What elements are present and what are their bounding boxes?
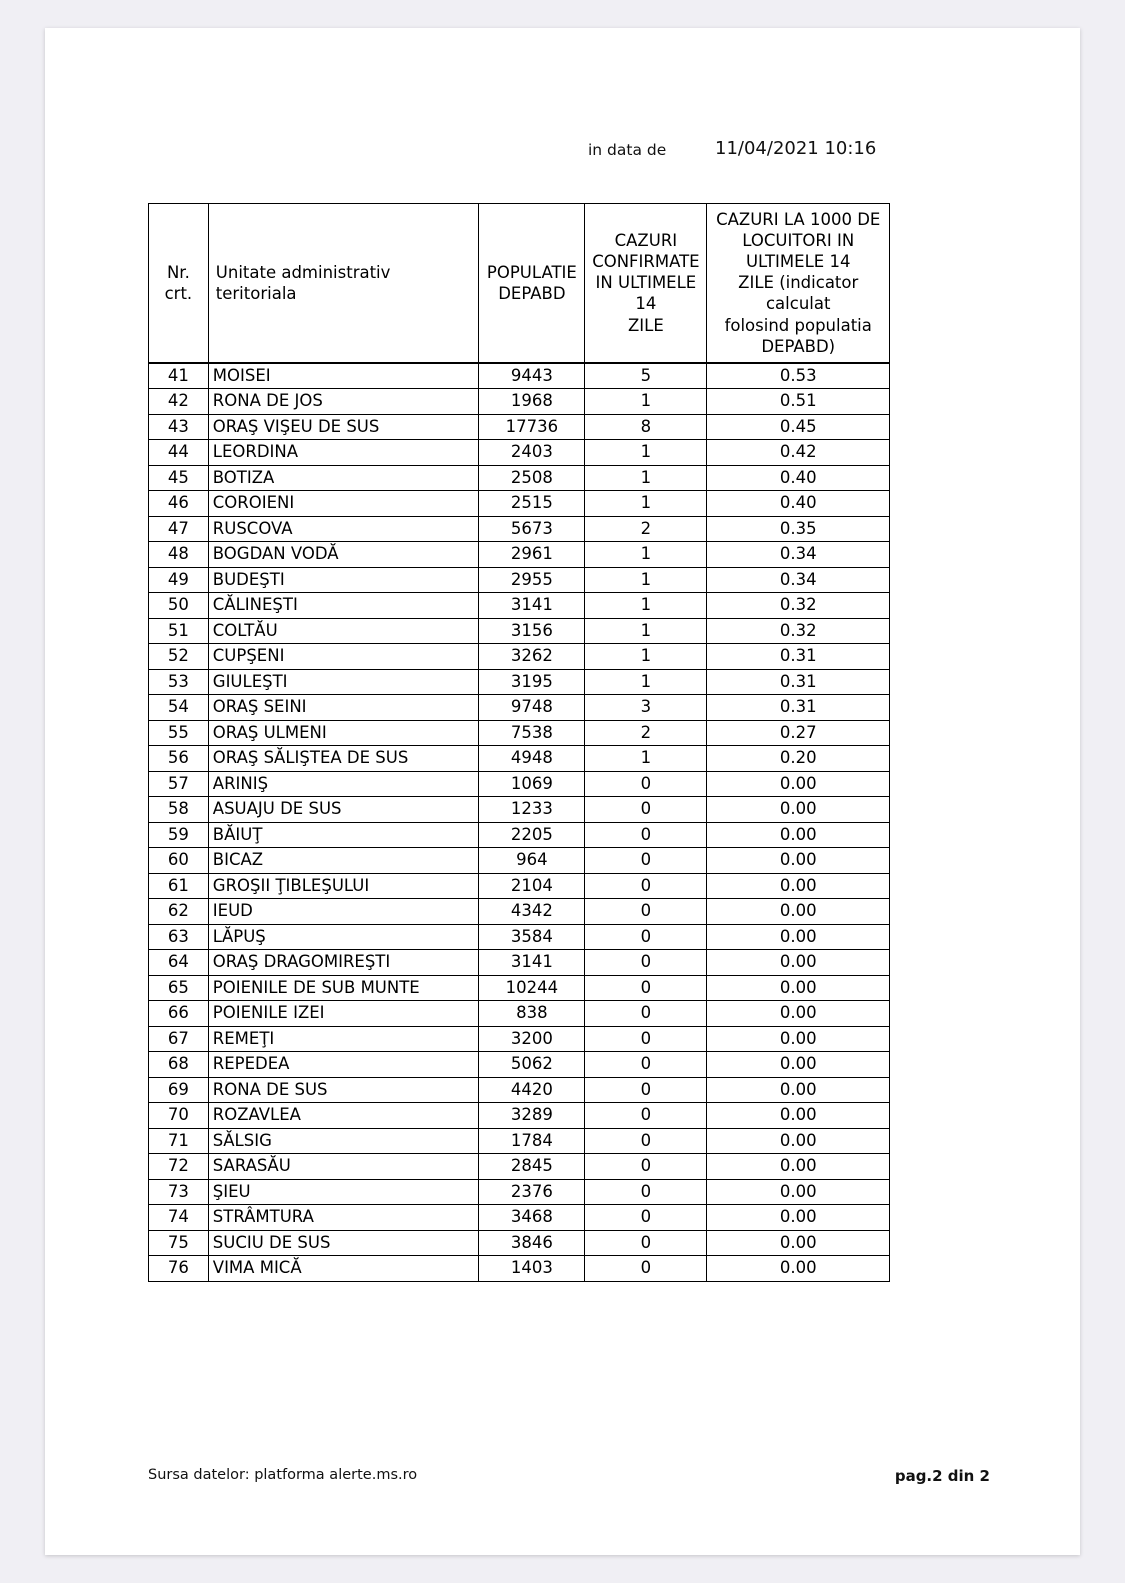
cell-uat: BOTIZA	[208, 465, 479, 491]
cell-population: 5062	[479, 1052, 585, 1078]
report-date-label: in data de	[588, 141, 667, 159]
cell-rate: 0.00	[707, 1026, 890, 1052]
table-row	[149, 1128, 890, 1154]
cell-cases: 2	[585, 516, 707, 542]
cell-uat: SĂLSIG	[208, 1128, 479, 1154]
table-row	[149, 1026, 890, 1052]
cell-population: 3156	[479, 618, 585, 644]
table-row	[149, 1103, 890, 1129]
cell-nr: 54	[149, 695, 209, 721]
cell-uat: ORAŞ ULMENI	[208, 720, 479, 746]
cell-population: 3141	[479, 950, 585, 976]
cell-population: 2508	[479, 465, 585, 491]
table-row	[149, 389, 890, 415]
cell-nr: 62	[149, 899, 209, 925]
cell-population: 3584	[479, 924, 585, 950]
cell-population: 1069	[479, 771, 585, 797]
table-row	[149, 848, 890, 874]
cell-cases: 0	[585, 797, 707, 823]
table-header	[149, 204, 890, 363]
column-header-cases-line3: IN ULTIMELE 14	[595, 273, 697, 314]
cell-cases: 1	[585, 440, 707, 466]
cell-rate: 0.40	[707, 491, 890, 517]
cell-rate: 0.31	[707, 644, 890, 670]
cell-cases: 0	[585, 1052, 707, 1078]
table-row	[149, 899, 890, 925]
cell-uat: ASUAJU DE SUS	[208, 797, 479, 823]
table-row	[149, 567, 890, 593]
cell-cases: 0	[585, 771, 707, 797]
table-row	[149, 363, 890, 389]
cell-nr: 44	[149, 440, 209, 466]
cell-rate: 0.00	[707, 975, 890, 1001]
cell-rate: 0.00	[707, 1103, 890, 1129]
cell-rate: 0.00	[707, 1205, 890, 1231]
cell-population: 1784	[479, 1128, 585, 1154]
cell-rate: 0.00	[707, 873, 890, 899]
cell-cases: 0	[585, 975, 707, 1001]
cell-nr: 56	[149, 746, 209, 772]
cell-rate: 0.00	[707, 950, 890, 976]
table-row	[149, 465, 890, 491]
column-header-uat: Unitate administrativ teritoriala	[208, 204, 479, 363]
cell-population: 1968	[479, 389, 585, 415]
cell-nr: 41	[149, 363, 209, 389]
cell-nr: 58	[149, 797, 209, 823]
cell-rate: 0.34	[707, 567, 890, 593]
cell-rate: 0.00	[707, 1154, 890, 1180]
cell-nr: 67	[149, 1026, 209, 1052]
cell-population: 2961	[479, 542, 585, 568]
cell-rate: 0.42	[707, 440, 890, 466]
cell-cases: 0	[585, 1103, 707, 1129]
cell-rate: 0.00	[707, 1256, 890, 1282]
table-row	[149, 746, 890, 772]
cell-cases: 0	[585, 822, 707, 848]
table-row	[149, 1256, 890, 1282]
cell-rate: 0.35	[707, 516, 890, 542]
cell-cases: 0	[585, 1205, 707, 1231]
cell-population: 3200	[479, 1026, 585, 1052]
cell-cases: 1	[585, 618, 707, 644]
cell-cases: 0	[585, 1001, 707, 1027]
cell-uat: SARASĂU	[208, 1154, 479, 1180]
cell-uat: POIENILE DE SUB MUNTE	[208, 975, 479, 1001]
cell-rate: 0.00	[707, 822, 890, 848]
cell-nr: 59	[149, 822, 209, 848]
cell-rate: 0.20	[707, 746, 890, 772]
column-header-rate-line3: ZILE (indicator calculat	[738, 273, 859, 314]
cell-population: 1233	[479, 797, 585, 823]
cell-rate: 0.00	[707, 771, 890, 797]
source-note: Sursa datelor: platforma alerte.ms.ro	[148, 1467, 418, 1483]
cell-uat: VIMA MICĂ	[208, 1256, 479, 1282]
cell-uat: ROZAVLEA	[208, 1103, 479, 1129]
table-row	[149, 644, 890, 670]
table-row	[149, 1052, 890, 1078]
cell-cases: 5	[585, 363, 707, 389]
cell-population: 4420	[479, 1077, 585, 1103]
cell-uat: CUPŞENI	[208, 644, 479, 670]
cell-nr: 45	[149, 465, 209, 491]
cell-uat: STRÂMTURA	[208, 1205, 479, 1231]
column-header-nr	[149, 204, 209, 363]
cell-uat: BOGDAN VODĂ	[208, 542, 479, 568]
cell-uat: ORAŞ DRAGOMIREŞTI	[208, 950, 479, 976]
cell-cases: 0	[585, 873, 707, 899]
cell-nr: 53	[149, 669, 209, 695]
table-row	[149, 1077, 890, 1103]
cell-rate: 0.00	[707, 1128, 890, 1154]
cell-cases: 3	[585, 695, 707, 721]
cell-cases: 0	[585, 848, 707, 874]
cell-population: 10244	[479, 975, 585, 1001]
cell-nr: 42	[149, 389, 209, 415]
cell-population: 3141	[479, 593, 585, 619]
cell-nr: 64	[149, 950, 209, 976]
table-row	[149, 593, 890, 619]
cell-uat: LĂPUŞ	[208, 924, 479, 950]
cell-rate: 0.00	[707, 1230, 890, 1256]
cell-uat: BICAZ	[208, 848, 479, 874]
cell-rate: 0.27	[707, 720, 890, 746]
cell-rate: 0.32	[707, 593, 890, 619]
cell-rate: 0.00	[707, 797, 890, 823]
cell-population: 2515	[479, 491, 585, 517]
table-row	[149, 771, 890, 797]
cell-rate: 0.34	[707, 542, 890, 568]
cell-cases: 1	[585, 491, 707, 517]
column-header-population-line1: POPULATIE	[486, 262, 577, 282]
cell-rate: 0.53	[707, 363, 890, 389]
cell-cases: 1	[585, 567, 707, 593]
cell-uat: REPEDEA	[208, 1052, 479, 1078]
cell-nr: 71	[149, 1128, 209, 1154]
cell-uat: ARINIŞ	[208, 771, 479, 797]
cell-uat: GROŞII ŢIBLEŞULUI	[208, 873, 479, 899]
cell-nr: 75	[149, 1230, 209, 1256]
cell-population: 2205	[479, 822, 585, 848]
cell-uat: COLTĂU	[208, 618, 479, 644]
cell-uat: ŞIEU	[208, 1179, 479, 1205]
cell-cases: 0	[585, 1256, 707, 1282]
column-header-population	[479, 204, 585, 363]
cell-rate: 0.00	[707, 1052, 890, 1078]
cases-table	[148, 203, 890, 1282]
cell-population: 3195	[479, 669, 585, 695]
cell-uat: CĂLINEŞTI	[208, 593, 479, 619]
document-page	[45, 28, 1080, 1555]
cell-population: 838	[479, 1001, 585, 1027]
cell-nr: 48	[149, 542, 209, 568]
cell-cases: 0	[585, 1077, 707, 1103]
cell-rate: 0.00	[707, 899, 890, 925]
cell-population: 2376	[479, 1179, 585, 1205]
cell-uat: BĂIUŢ	[208, 822, 479, 848]
table-row	[149, 1205, 890, 1231]
cell-nr: 73	[149, 1179, 209, 1205]
cell-uat: REMEŢI	[208, 1026, 479, 1052]
cell-uat: LEORDINA	[208, 440, 479, 466]
cell-population: 3289	[479, 1103, 585, 1129]
cell-rate: 0.31	[707, 695, 890, 721]
cell-uat: BUDEŞTI	[208, 567, 479, 593]
cell-cases: 0	[585, 1179, 707, 1205]
table-row	[149, 542, 890, 568]
cell-cases: 1	[585, 389, 707, 415]
cell-uat: IEUD	[208, 899, 479, 925]
cell-nr: 46	[149, 491, 209, 517]
cell-rate: 0.51	[707, 389, 890, 415]
cell-cases: 2	[585, 720, 707, 746]
cell-rate: 0.40	[707, 465, 890, 491]
cell-nr: 76	[149, 1256, 209, 1282]
cell-cases: 0	[585, 924, 707, 950]
cell-nr: 47	[149, 516, 209, 542]
column-header-nr-line1: Nr.	[166, 262, 190, 282]
column-header-rate-line1: CAZURI LA 1000 DE	[716, 210, 881, 229]
table-header-row	[149, 204, 890, 363]
cell-population: 9748	[479, 695, 585, 721]
cell-cases: 0	[585, 1154, 707, 1180]
cell-rate: 0.31	[707, 669, 890, 695]
table-row	[149, 440, 890, 466]
column-header-cases-line4: ZILE	[628, 315, 664, 335]
column-header-cases-line1: CAZURI	[614, 231, 678, 251]
table-row	[149, 924, 890, 950]
table-row	[149, 1154, 890, 1180]
cell-cases: 0	[585, 1230, 707, 1256]
table-row	[149, 873, 890, 899]
cell-nr: 70	[149, 1103, 209, 1129]
report-datetime: 11/04/2021 10:16	[715, 138, 877, 159]
cell-rate: 0.00	[707, 924, 890, 950]
cell-nr: 74	[149, 1205, 209, 1231]
table-row	[149, 1001, 890, 1027]
cell-uat: RONA DE JOS	[208, 389, 479, 415]
cell-cases: 1	[585, 465, 707, 491]
cell-nr: 65	[149, 975, 209, 1001]
cell-uat: MOISEI	[208, 363, 479, 389]
cell-population: 3262	[479, 644, 585, 670]
cell-uat: ORAŞ SĂLIŞTEA DE SUS	[208, 746, 479, 772]
cell-cases: 1	[585, 746, 707, 772]
cell-rate: 0.45	[707, 414, 890, 440]
column-header-rate-line4: folosind populatia DEPABD)	[724, 315, 872, 356]
cell-cases: 0	[585, 899, 707, 925]
cell-uat: RUSCOVA	[208, 516, 479, 542]
table-row	[149, 822, 890, 848]
cell-uat: SUCIU DE SUS	[208, 1230, 479, 1256]
table-row	[149, 797, 890, 823]
cell-nr: 43	[149, 414, 209, 440]
column-header-cases-line2: CONFIRMATE	[592, 252, 700, 272]
table-row	[149, 669, 890, 695]
cell-cases: 1	[585, 669, 707, 695]
cell-population: 2104	[479, 873, 585, 899]
cell-rate: 0.00	[707, 1001, 890, 1027]
cell-rate: 0.00	[707, 848, 890, 874]
cell-nr: 51	[149, 618, 209, 644]
cell-uat: ORAŞ VIŞEU DE SUS	[208, 414, 479, 440]
cell-uat: ORAŞ SEINI	[208, 695, 479, 721]
cell-nr: 57	[149, 771, 209, 797]
table-row	[149, 491, 890, 517]
cell-rate: 0.00	[707, 1179, 890, 1205]
table-row	[149, 720, 890, 746]
cell-uat: COROIENI	[208, 491, 479, 517]
cell-nr: 72	[149, 1154, 209, 1180]
cell-nr: 49	[149, 567, 209, 593]
cell-population: 964	[479, 848, 585, 874]
cell-nr: 69	[149, 1077, 209, 1103]
cell-nr: 50	[149, 593, 209, 619]
cell-population: 17736	[479, 414, 585, 440]
table-row	[149, 695, 890, 721]
cell-population: 1403	[479, 1256, 585, 1282]
cell-nr: 63	[149, 924, 209, 950]
cell-nr: 61	[149, 873, 209, 899]
cell-population: 4948	[479, 746, 585, 772]
cell-nr: 52	[149, 644, 209, 670]
cell-uat: POIENILE IZEI	[208, 1001, 479, 1027]
table-row	[149, 975, 890, 1001]
cell-nr: 66	[149, 1001, 209, 1027]
table-row	[149, 414, 890, 440]
cell-cases: 8	[585, 414, 707, 440]
cell-population: 7538	[479, 720, 585, 746]
cell-population: 2845	[479, 1154, 585, 1180]
column-header-rate-line2: LOCUITORI IN ULTIMELE 14	[742, 231, 855, 272]
column-header-cases	[585, 204, 707, 363]
table-body	[149, 363, 890, 1282]
table-row	[149, 516, 890, 542]
cell-nr: 55	[149, 720, 209, 746]
cell-population: 9443	[479, 363, 585, 389]
cell-rate: 0.00	[707, 1077, 890, 1103]
cell-nr: 60	[149, 848, 209, 874]
cell-population: 2403	[479, 440, 585, 466]
cell-population: 5673	[479, 516, 585, 542]
cell-cases: 0	[585, 1026, 707, 1052]
cell-uat: GIULEŞTI	[208, 669, 479, 695]
cell-uat: RONA DE SUS	[208, 1077, 479, 1103]
cell-cases: 1	[585, 644, 707, 670]
cell-population: 3468	[479, 1205, 585, 1231]
cell-population: 4342	[479, 899, 585, 925]
page-number: pag.2 din 2	[894, 1467, 990, 1485]
cell-nr: 68	[149, 1052, 209, 1078]
column-header-nr-line2: crt.	[164, 283, 193, 303]
cell-population: 3846	[479, 1230, 585, 1256]
column-header-rate	[707, 204, 890, 363]
table-row	[149, 618, 890, 644]
cell-cases: 1	[585, 593, 707, 619]
table-row	[149, 1230, 890, 1256]
cell-cases: 1	[585, 542, 707, 568]
cell-population: 2955	[479, 567, 585, 593]
cell-rate: 0.32	[707, 618, 890, 644]
table-row	[149, 1179, 890, 1205]
cell-cases: 0	[585, 950, 707, 976]
column-header-population-line2: DEPABD	[498, 283, 566, 303]
table-row	[149, 950, 890, 976]
cell-cases: 0	[585, 1128, 707, 1154]
